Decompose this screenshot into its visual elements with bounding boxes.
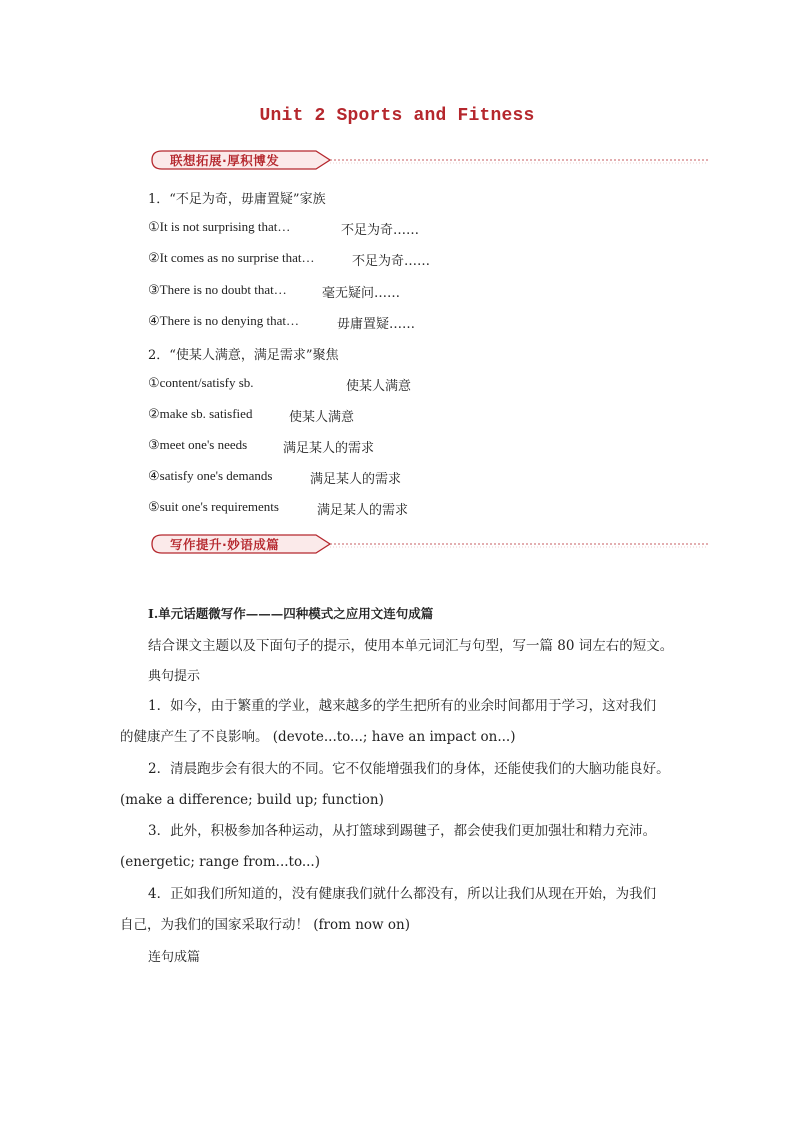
section-banner-writing: [148, 532, 708, 556]
group-heading: 2．“使某人满意，满足需求”聚焦: [148, 348, 339, 363]
phrase-zh: 满足某人的需求: [310, 472, 402, 487]
hint-sentence-line: (make a difference; build up; function): [120, 792, 384, 808]
phrase-en: ⑤suit one's requirements: [148, 499, 279, 514]
phrase-en: ②make sb. satisfied: [148, 406, 253, 421]
hint-sentence-line: 自己，为我们的国家采取行动！ (from now on): [120, 917, 410, 933]
combine-label: 连句成篇: [148, 950, 201, 965]
section-banner-association: [148, 148, 708, 172]
phrase-item: [148, 406, 355, 425]
phrase-item: [148, 282, 401, 301]
page-title: Unit 2 Sports and Fitness: [259, 106, 535, 126]
phrase-zh: 使某人满意: [346, 379, 412, 394]
writing-section-title: Ⅰ.单元话题微写作———四种模式之应用文连句成篇: [148, 606, 434, 621]
hint-label: 典句提示: [148, 669, 201, 684]
phrase-zh: 不足为奇……: [352, 254, 431, 269]
phrase-en: ①content/satisfy sb.: [148, 375, 254, 390]
phrase-zh: 毫无疑问……: [322, 286, 401, 301]
phrase-item: [148, 468, 402, 487]
phrase-zh: 满足某人的需求: [283, 441, 375, 456]
hint-sentence: [120, 821, 680, 872]
phrase-zh: 不足为奇……: [341, 223, 420, 238]
hint-sentence-line: 的健康产生了不良影响。 (devote...to...; have an impact on...): [120, 729, 516, 745]
phrase-item: [148, 437, 375, 456]
phrase-en: ④satisfy one's demands: [148, 468, 273, 483]
phrase-en: ②It comes as no surprise that…: [148, 250, 315, 265]
phrase-item: [148, 219, 420, 238]
phrase-item: [148, 499, 409, 518]
hint-sentence-line: 4．正如我们所知道的，没有健康我们就什么都没有，所以让我们从现在开始，为我们: [148, 886, 657, 902]
phrase-en: ③meet one's needs: [148, 437, 248, 452]
phrase-zh: 毋庸置疑……: [337, 317, 416, 332]
banner-label: 联想拓展·厚积博发: [170, 153, 280, 168]
phrase-zh: 满足某人的需求: [317, 503, 409, 518]
writing-instruction: 结合课文主题以及下面句子的提示，使用本单元词汇与句型，写一篇 80 词左右的短文。: [148, 638, 674, 654]
banner-label: 写作提升·妙语成篇: [170, 537, 280, 552]
hint-sentence-line: (energetic; range from...to...): [120, 854, 320, 870]
hint-sentence: [120, 759, 680, 810]
phrase-en: ③There is no doubt that…: [148, 282, 287, 297]
phrase-item: [148, 250, 431, 269]
hint-sentence-line: 1．如今，由于繁重的学业，越来越多的学生把所有的业余时间都用于学习，这对我们: [148, 698, 657, 714]
phrase-zh: 使某人满意: [289, 410, 355, 425]
phrase-en: ④There is no denying that…: [148, 313, 300, 328]
hint-sentence-line: 3．此外，积极参加各种运动，从打篮球到踢毽子，都会使我们更加强壮和精力充沛。: [148, 823, 657, 839]
hint-sentence-line: 2．清晨跑步会有很大的不同。它不仅能增强我们的身体，还能使我们的大脑功能良好。: [148, 761, 670, 777]
group-heading: 1．“不足为奇，毋庸置疑”家族: [148, 192, 326, 207]
phrase-item: [148, 375, 412, 394]
hint-sentence: [120, 696, 680, 747]
phrase-item: [148, 313, 416, 332]
phrase-en: ①It is not surprising that…: [148, 219, 291, 234]
hint-sentence: [120, 884, 680, 935]
